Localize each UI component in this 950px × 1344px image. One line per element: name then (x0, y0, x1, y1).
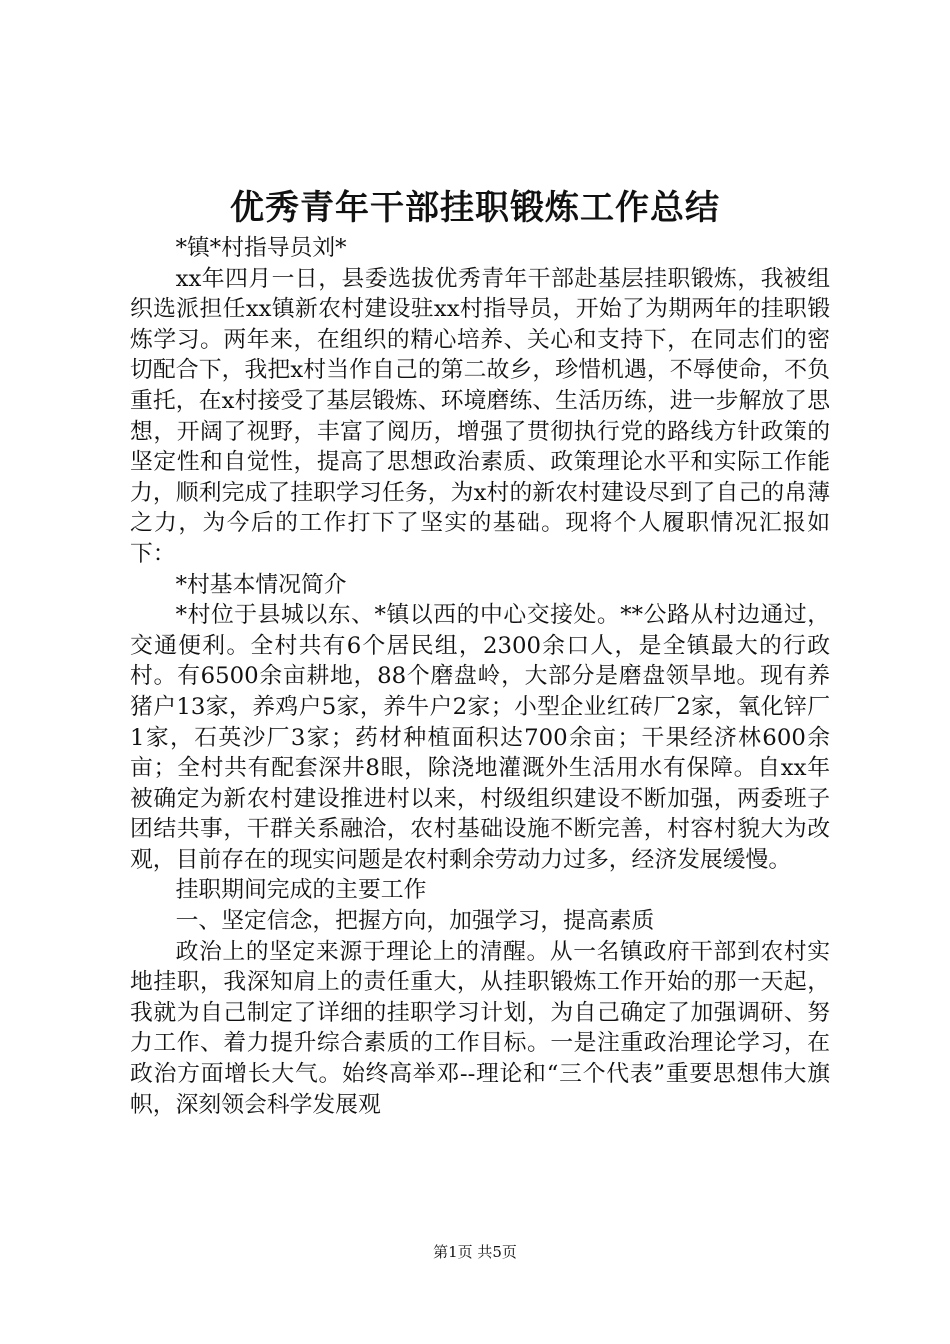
village-overview-paragraph: *村位于县城以东、*镇以西的中心交接处。**公路从村边通过，交通便利。全村共有6个居民组，2300余口人，是全镇最大的行政村。有6500余亩耕地，88个磨盘岭，大部分是磨盘领旱地。现有养猪户13家，养鸡户5家，养牛户2家；小型企业红砖厂2家，氧化锌厂1家，石英沙厂3家；药材种植面积达700余亩；干果经济林600余亩；全村共有配套深井8眼，除浇地灌溉外生活用水有保障。自xx年被确定为新农村建设推进村以来，村级组织建设不断加强，两委班子团结共事，干群关系融洽，农村基础设施不断完善，村容村貌大为改观，目前存在的现实问题是农村剩余劳动力过多，经济发展缓慢。 (130, 602, 830, 873)
page-footer: 第1页 共5页 (433, 1243, 517, 1261)
subsection-heading-1: 一、坚定信念，把握方向，加强学习，提高素质 (175, 908, 655, 935)
document-title: 优秀青年干部挂职锻炼工作总结 (230, 188, 720, 228)
section-heading-main-work: 挂职期间完成的主要工作 (175, 877, 427, 904)
document-body (130, 233, 830, 1120)
section-heading-village-overview: *村基本情况简介 (175, 571, 347, 598)
author-line: *镇*村指导员刘* (175, 235, 347, 261)
study-paragraph: 政治上的坚定来源于理论上的清醒。从一名镇政府干部到农村实地挂职，我深知肩上的责任重大，从挂职锻炼工作开始的那一天起，我就为自己制定了详细的挂职学习计划，为自己确定了加强调研、努力工作、着力提升综合素质的工作目标。一是注重政治理论学习，在政治方面增长大气。始终高举邓--理论和“三个代表”重要思想伟大旗帜，深刻领会科学发展观 (130, 938, 830, 1118)
intro-paragraph: xx年四月一日，县委选拔优秀青年干部赴基层挂职锻炼，我被组织选派担任xx镇新农村建设驻xx村指导员，开始了为期两年的挂职锻炼学习。两年来，在组织的精心培养、关心和支持下，在同志们的密切配合下，我把x村当作自己的第二故乡，珍惜机遇，不辱使命，不负重托，在x村接受了基层锻炼、环境磨练、生活历练，进一步解放了思想，开阔了视野，丰富了阅历，增强了贯彻执行党的路线方针政策的坚定性和自觉性，提高了思想政治素质、政策理论水平和实际工作能力，顺利完成了挂职学习任务，为x村的新农村建设尽到了自己的帛薄之力，为今后的工作打下了坚实的基础。现将个人履职情况汇报如下： (130, 265, 830, 567)
